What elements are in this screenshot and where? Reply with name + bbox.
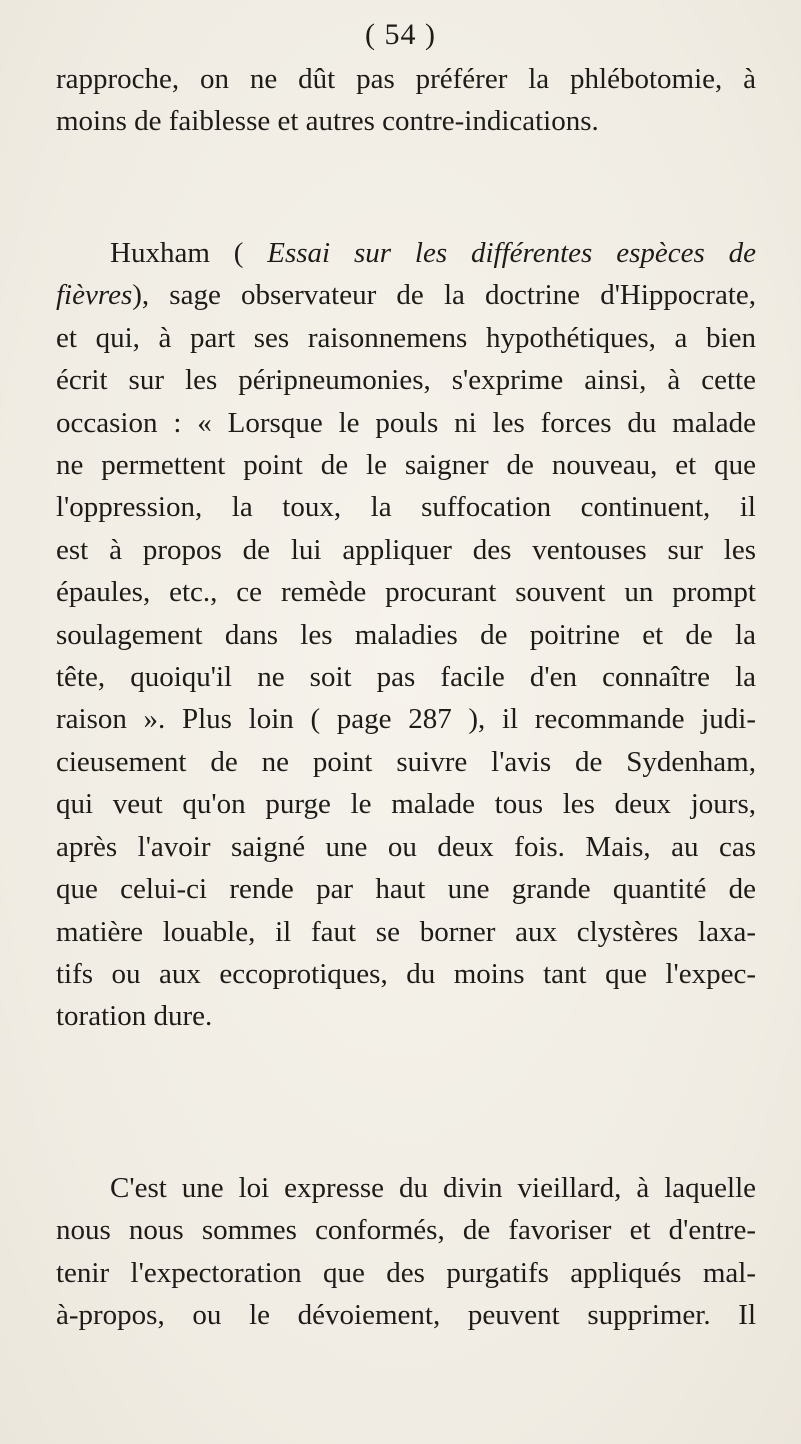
text-line [56, 274, 756, 316]
text-line: écrit sur les péripneumonies, s'exprime ainsi, à cette [56, 364, 756, 397]
paragraph-huxham [56, 232, 756, 1038]
book-title: Essai sur les différentes espèces de [267, 237, 756, 269]
text-line: C'est une loi expresse du divin vieillard, à laquelle [110, 1172, 756, 1204]
text-line: et qui, à part ses raisonnemens hypothétiques, a bien [56, 321, 756, 354]
text-line: rapproche, on ne dût pas préférer la phlébotomie, à [56, 63, 756, 95]
text-line: raison ». Plus loin ( page 287 ), il recommande judi- [56, 703, 756, 736]
text-line: matière louable, il faut se borner aux clystères laxa- [56, 915, 756, 948]
book-title-continued: fièvres [56, 279, 133, 312]
paragraph-continuation [56, 58, 756, 143]
text-fragment: ), sage observateur de la doctrine d'Hippocrate, [132, 279, 756, 312]
text-line: ne permettent point de le saigner de nouveau, et que [56, 449, 756, 482]
text-line: l'oppression, la toux, la suffocation continuent, il [56, 491, 756, 524]
author-name: Huxham ( [110, 237, 268, 269]
text-line: moins de faiblesse et autres contre-indications. [56, 105, 599, 138]
text-line: à-propos, ou le dévoiement, peuvent supprimer. Il [56, 1299, 756, 1332]
page-number: ( 54 ) [365, 18, 436, 51]
text-line [56, 232, 756, 274]
text-line: nous nous sommes conformés, de favoriser et d'entre- [56, 1214, 756, 1247]
text-line: tenir l'expectoration que des purgatifs appliqués mal- [56, 1256, 756, 1289]
text-line: soulagement dans les maladies de poitrine et de la [56, 618, 756, 651]
text-line: toration dure. [56, 1000, 213, 1033]
text-line: épaules, etc., ce remède procurant souvent un prompt [56, 576, 756, 609]
text-line: qui veut qu'on purge le malade tous les deux jours, [56, 788, 756, 821]
text-line: est à propos de lui appliquer des ventouses sur les [56, 533, 756, 566]
text-line: tifs ou aux eccoprotiques, du moins tant que l'expec- [56, 957, 756, 990]
text-line: tête, quoiqu'il ne soit pas facile d'en connaître la [56, 661, 756, 694]
text-line: après l'avoir saigné une ou deux fois. Mais, au cas [56, 830, 756, 863]
paragraph-expectoration [56, 1167, 756, 1337]
text-line: cieusement de ne point suivre l'avis de Sydenham, [56, 745, 756, 778]
text-line: occasion : « Lorsque le pouls ni les forces du malade [56, 406, 756, 439]
text-line: que celui-ci rende par haut une grande quantité de [56, 873, 756, 906]
